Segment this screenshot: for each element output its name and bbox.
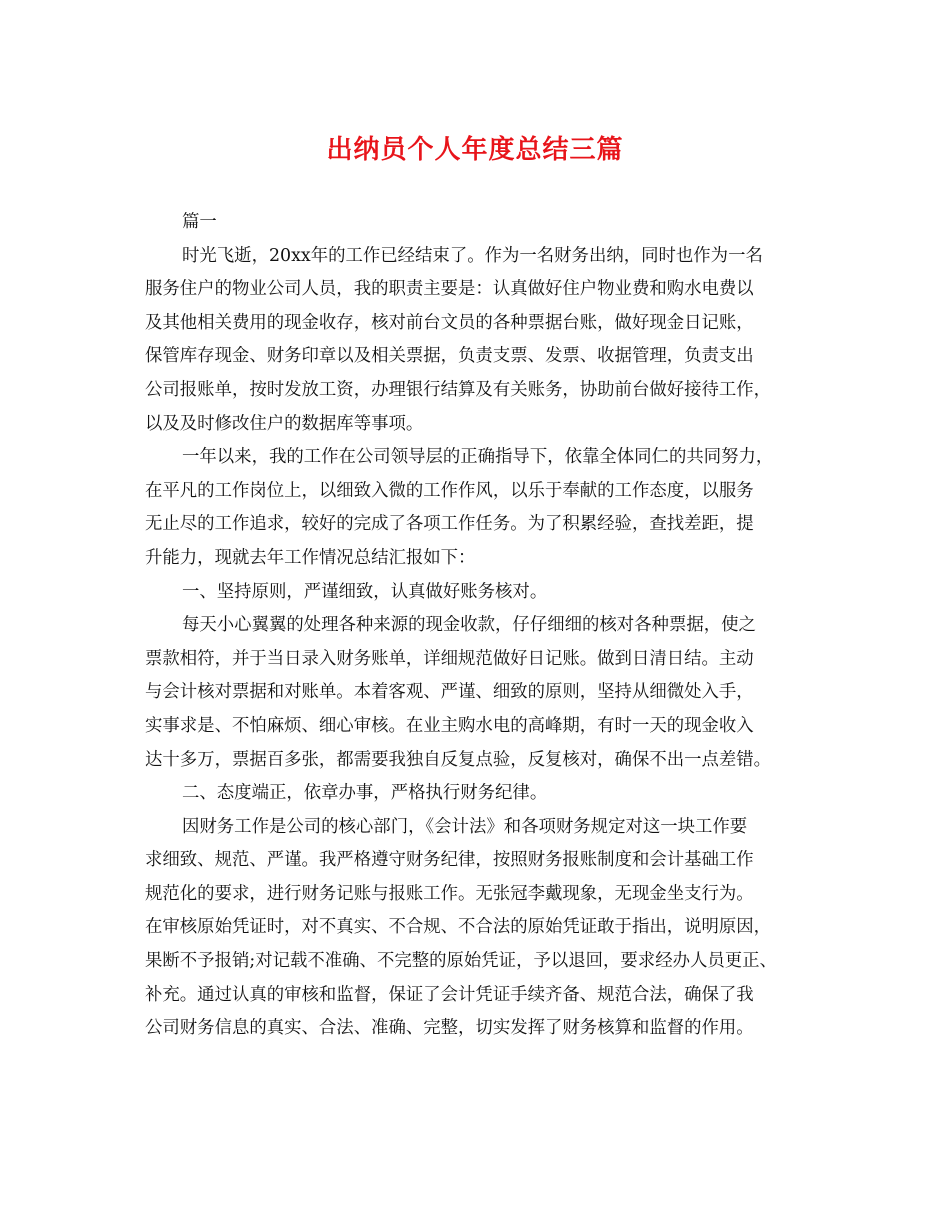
paragraph-line: 与会计核对票据和对账单。本着客观、严谨、细致的原则，坚持从细微处入手，: [145, 682, 754, 703]
paragraph-line: 及其他相关费用的现金收存，核对前台文员的各种票据台账，做好现金日记账，: [145, 312, 754, 333]
paragraph-line: 公司报账单，按时发放工资，办理银行结算及有关账务，协助前台做好接待工作，: [145, 379, 772, 400]
subheading: 一、坚持原则，严谨细致，认真做好账务核对。: [182, 581, 548, 602]
paragraph-line: 公司财务信息的真实、合法、准确、完整，切实发挥了财务核算和监督的作用。: [145, 1018, 754, 1039]
section-heading: 篇一: [182, 212, 217, 232]
paragraph-line: 时光飞逝，20xx年的工作已经结束了。作为一名财务出纳，同时也作为一名: [182, 245, 763, 266]
subheading: 二、态度端正，依章办事，严格执行财务纪律。: [182, 783, 548, 804]
paragraph-line: 因财务工作是公司的核心部门，《会计法》和各项财务规定对这一块工作要: [182, 816, 748, 837]
paragraph-line: 在审核原始凭证时，对不真实、不合规、不合法的原始凭证敢于指出，说明原因，: [145, 917, 772, 938]
document-title: 出纳员个人年度总结三篇: [326, 135, 624, 165]
document-body: [145, 206, 825, 1046]
paragraph-line: 在平凡的工作岗位上，以细致入微的工作作风，以乐于奉献的工作态度，以服务: [145, 480, 754, 501]
paragraph-line: 规范化的要求，进行财务记账与报账工作。无张冠李戴现象，无现金坐支行为。: [145, 883, 754, 904]
paragraph-line: 升能力，现就去年工作情况总结汇报如下：: [145, 547, 476, 568]
paragraph-line: 果断不予报销;对记载不准确、不完整的原始凭证，予以退回，要求经办人员更正、: [145, 951, 777, 972]
paragraph-line: 无止尽的工作追求，较好的完成了各项工作任务。为了积累经验，查找差距，提: [145, 514, 754, 535]
paragraph-line: 一年以来，我的工作在公司领导层的正确指导下，依靠全体同仁的共同努力，: [182, 447, 774, 468]
paragraph-line: 达十多万，票据百多张，都需要我独自反复点验，反复核对，确保不出一点差错。: [145, 749, 772, 770]
paragraph-line: 每天小心翼翼的处理各种来源的现金收款，仔仔细细的核对各种票据，使之: [182, 615, 756, 636]
paragraph-line: 票款相符，并于当日录入财务账单，详细规范做好日记账。做到日清日结。主动: [145, 648, 754, 669]
paragraph-line: 保管库存现金、财务印章以及相关票据，负责支票、发票、收据管理，负责支出: [145, 346, 754, 367]
paragraph-line: 以及及时修改住户的数据库等事项。: [145, 413, 424, 434]
paragraph-line: 实事求是、不怕麻烦、细心审核。在业主购水电的高峰期，有时一天的现金收入: [145, 715, 754, 736]
paragraph-line: 补充。通过认真的审核和监督，保证了会计凭证手续齐备、规范合法，确保了我: [145, 984, 754, 1005]
paragraph-line: 服务住户的物业公司人员，我的职责主要是：认真做好住户物业费和购水电费以: [145, 279, 754, 300]
paragraph-line: 求细致、规范、严谨。我严格遵守财务纪律，按照财务报账制度和会计基础工作: [145, 850, 754, 871]
